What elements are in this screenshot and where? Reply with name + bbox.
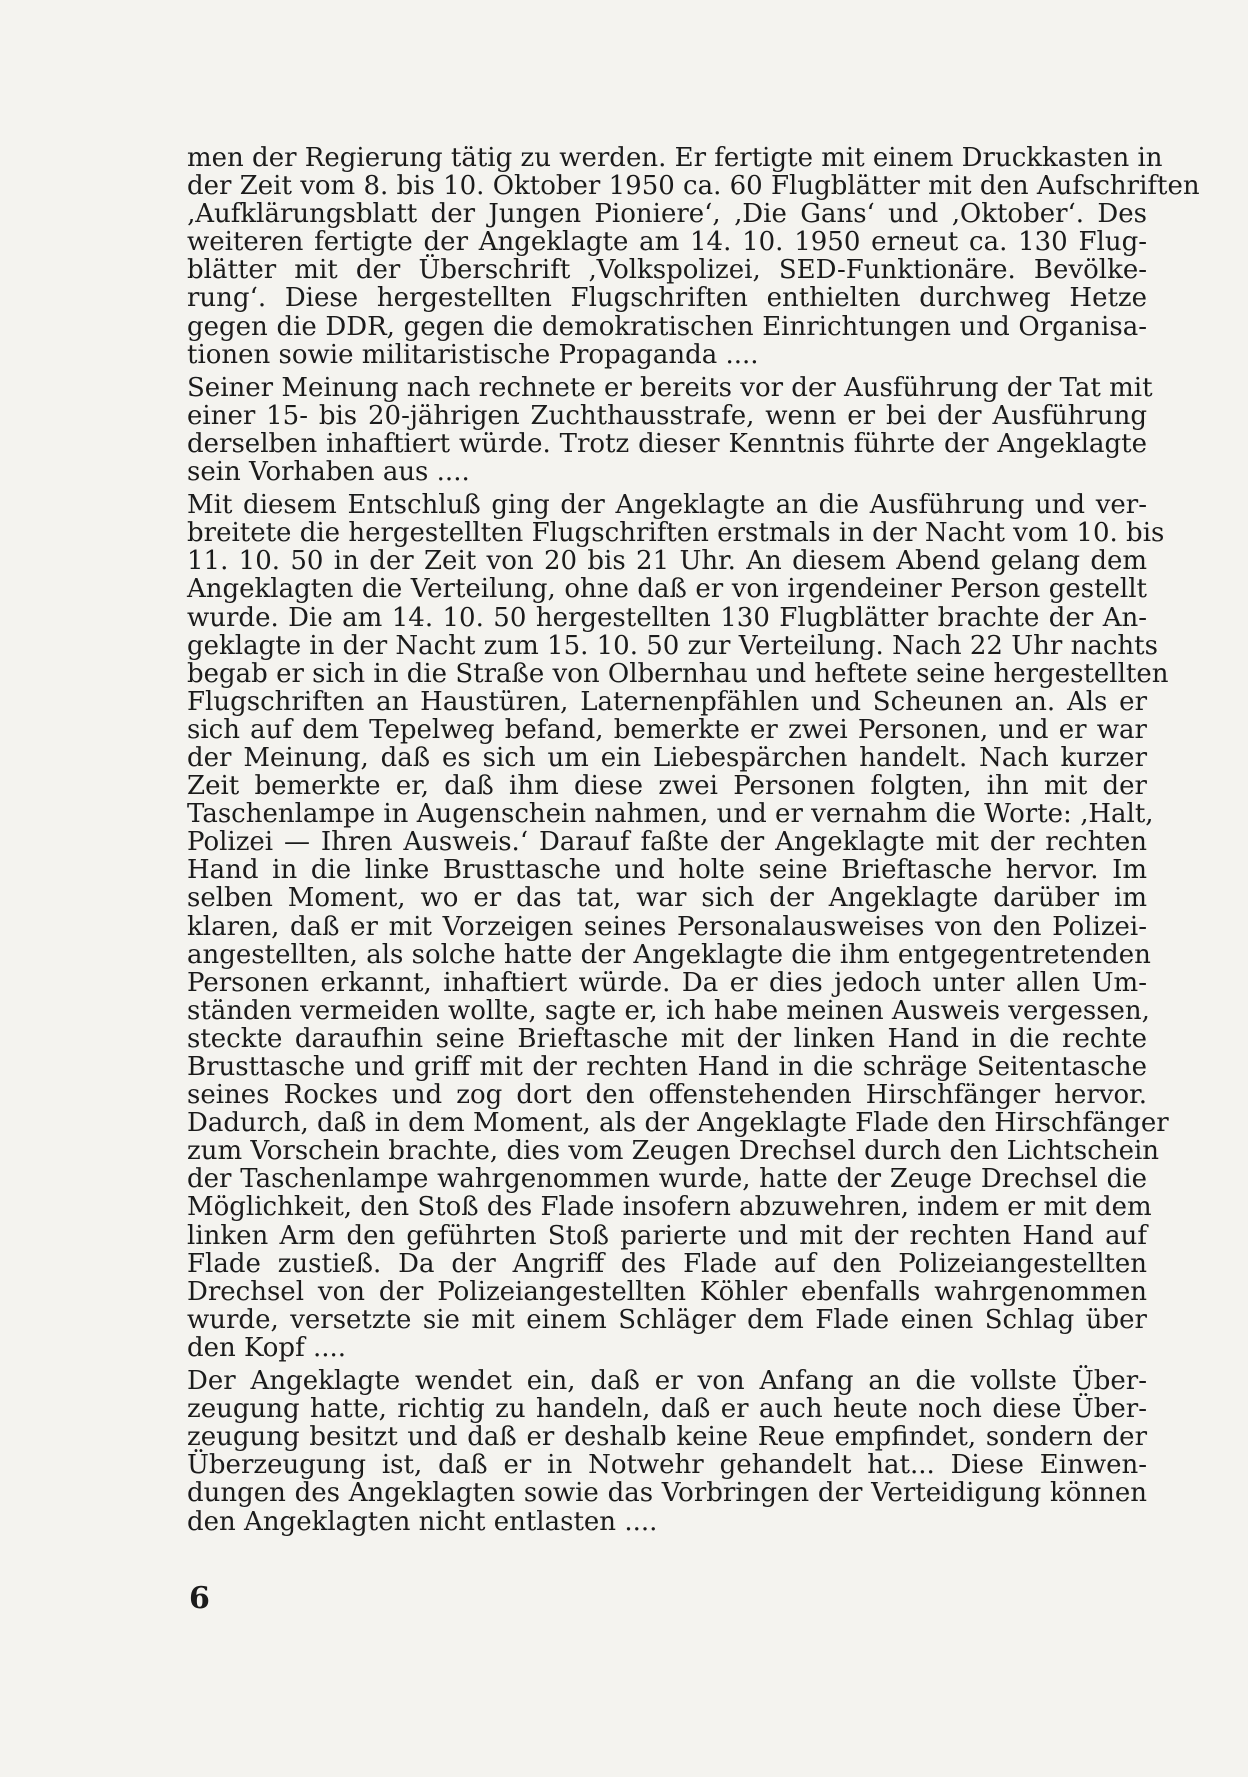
text-line: sein Vorhaben aus .... [187,457,470,488]
text-line: begab er sich in die Straße von Olbernhau und heftete seine hergestellten [187,658,1169,689]
text-line: Drechsel von der Polizeiangestellten Köhler ebenfalls wahrgenommen [187,1276,1147,1307]
text-line: seines Rockes und zog dort den offenstehenden Hirschfänger hervor. [187,1080,1147,1111]
text-line: der Meinung, daß es sich um ein Liebespärchen handelt. Nach kurzer [187,742,1147,773]
text-line: den Kopf .... [187,1332,347,1363]
text-line: ‚Aufklärungsblatt der Jungen Pioniere‘, ‚Die Gans‘ und ‚Oktober‘. Des [187,199,1147,230]
text-line: der Taschenlampe wahrgenommen wurde, hatte der Zeuge Drechsel die [187,1164,1147,1195]
text-line: blätter mit der Überschrift ‚Volkspolizei, SED-Funktionäre. Bevölke- [187,255,1147,286]
text-line: Angeklagten die Verteilung, ohne daß er von irgendeiner Person gestellt [187,574,1147,605]
body-text [187,143,1200,1541]
paragraph [187,1367,1147,1536]
text-line: men der Regierung tätig zu werden. Er fertigte mit einem Druckkasten in [187,143,1163,173]
text-line: selben Moment, wo er das tat, war sich der Angeklagte darüber im [187,883,1147,914]
text-line: zeugung hatte, richtig zu handeln, daß er auch heute noch diese Über- [187,1394,1147,1425]
text-line: den Angeklagten nicht entlasten .... [187,1506,658,1537]
text-line: Hand in die linke Brusttasche und holte seine Brieftasche hervor. Im [187,855,1147,886]
text-line: der Zeit vom 8. bis 10. Oktober 1950 ca. 60 Flugblätter mit den Aufschriften [187,171,1200,202]
text-line: ständen vermeiden wollte, sagte er, ich habe meinen Ausweis vergessen, [187,995,1150,1026]
text-line: steckte daraufhin seine Brieftasche mit der linken Hand in die rechte [187,1023,1147,1054]
text-line: Dadurch, daß in dem Moment, als der Angeklagte Flade den Hirschfänger [187,1108,1169,1139]
text-line: rung‘. Diese hergestellten Flugschriften enthielten durchweg Hetze [187,283,1147,314]
text-line: zum Vorschein brachte, dies vom Zeugen Drechsel durch den Lichtschein [187,1136,1160,1167]
text-line: dungen des Angeklagten sowie das Vorbringen der Verteidigung können [187,1478,1147,1509]
text-line: klaren, daß er mit Vorzeigen seines Personalausweises von den Polizei- [187,911,1147,942]
text-line: wurde, versetzte sie mit einem Schläger dem Flade einen Schlag über [187,1304,1147,1335]
text-line: Überzeugung ist, daß er in Notwehr gehandelt hat... Diese Einwen- [187,1450,1147,1481]
text-line: einer 15- bis 20-jährigen Zuchthausstrafe, wenn er bei der Ausführung [187,400,1147,431]
text-line: Taschenlampe in Augenschein nahmen, und er vernahm die Worte: ‚Halt, [187,799,1154,830]
text-line: weiteren fertigte der Angeklagte am 14. 10. 1950 erneut ca. 130 Flug- [187,227,1147,258]
text-line: tionen sowie militaristische Propaganda .... [187,339,759,370]
text-line: Polizei — Ihren Ausweis.‘ Darauf faßte der Angeklagte mit der rechten [187,827,1147,858]
text-line: sich auf dem Tepelweg befand, bemerkte er zwei Personen, und er war [187,714,1147,745]
text-line: Brusttasche und griff mit der rechten Hand in die schräge Seitentasche [187,1052,1147,1082]
text-line: breitete die hergestellten Flugschriften erstmals in der Nacht vom 10. bis [187,518,1165,549]
paragraph [187,372,1153,488]
text-line: derselben inhaftiert würde. Trotz dieser Kenntnis führte der Angeklagte [187,428,1147,459]
page-number: 6 [189,1581,210,1616]
text-line: zeugung besitzt und daß er deshalb keine Reue empfindet, sondern der [187,1422,1147,1453]
text-line: wurde. Die am 14. 10. 50 hergestellten 130 Flugblätter brachte der An- [187,602,1147,633]
text-line: Personen erkannt, inhaftiert würde. Da er dies jedoch unter allen Um- [187,967,1147,998]
text-line: Flugschriften an Haustüren, Laternenpfählen und Scheunen an. Als er [187,686,1147,717]
text-line: 11. 10. 50 in der Zeit von 20 bis 21 Uhr. An diesem Abend gelang dem [187,546,1147,577]
text-line: Flade zustieß. Da der Angriff des Flade auf den Polizeiangestellten [187,1248,1147,1279]
text-line: angestellten, als solche hatte der Angeklagte die ihm entgegentretenden [187,939,1151,970]
text-line: Möglichkeit, den Stoß des Flade insofern abzuwehren, indem er mit dem [187,1192,1152,1223]
paragraph [187,490,1169,1363]
text-line: Seiner Meinung nach rechnete er bereits vor der Ausführung der Tat mit [187,372,1153,403]
text-line: gegen die DDR, gegen die demokratischen Einrichtungen und Organisa- [187,311,1147,342]
paragraph [187,143,1200,370]
text-line: Mit diesem Entschluß ging der Angeklagte an die Ausführung und ver- [187,490,1147,521]
text-line: geklagte in der Nacht zum 15. 10. 50 zur Verteilung. Nach 22 Uhr nachts [187,630,1158,661]
text-line: Zeit bemerkte er, daß ihm diese zwei Personen folgten, ihn mit der [187,771,1147,802]
text-line: Der Angeklagte wendet ein, daß er von Anfang an die vollste Über- [187,1366,1147,1397]
text-line: linken Arm den geführten Stoß parierte und mit der rechten Hand auf [187,1220,1147,1251]
